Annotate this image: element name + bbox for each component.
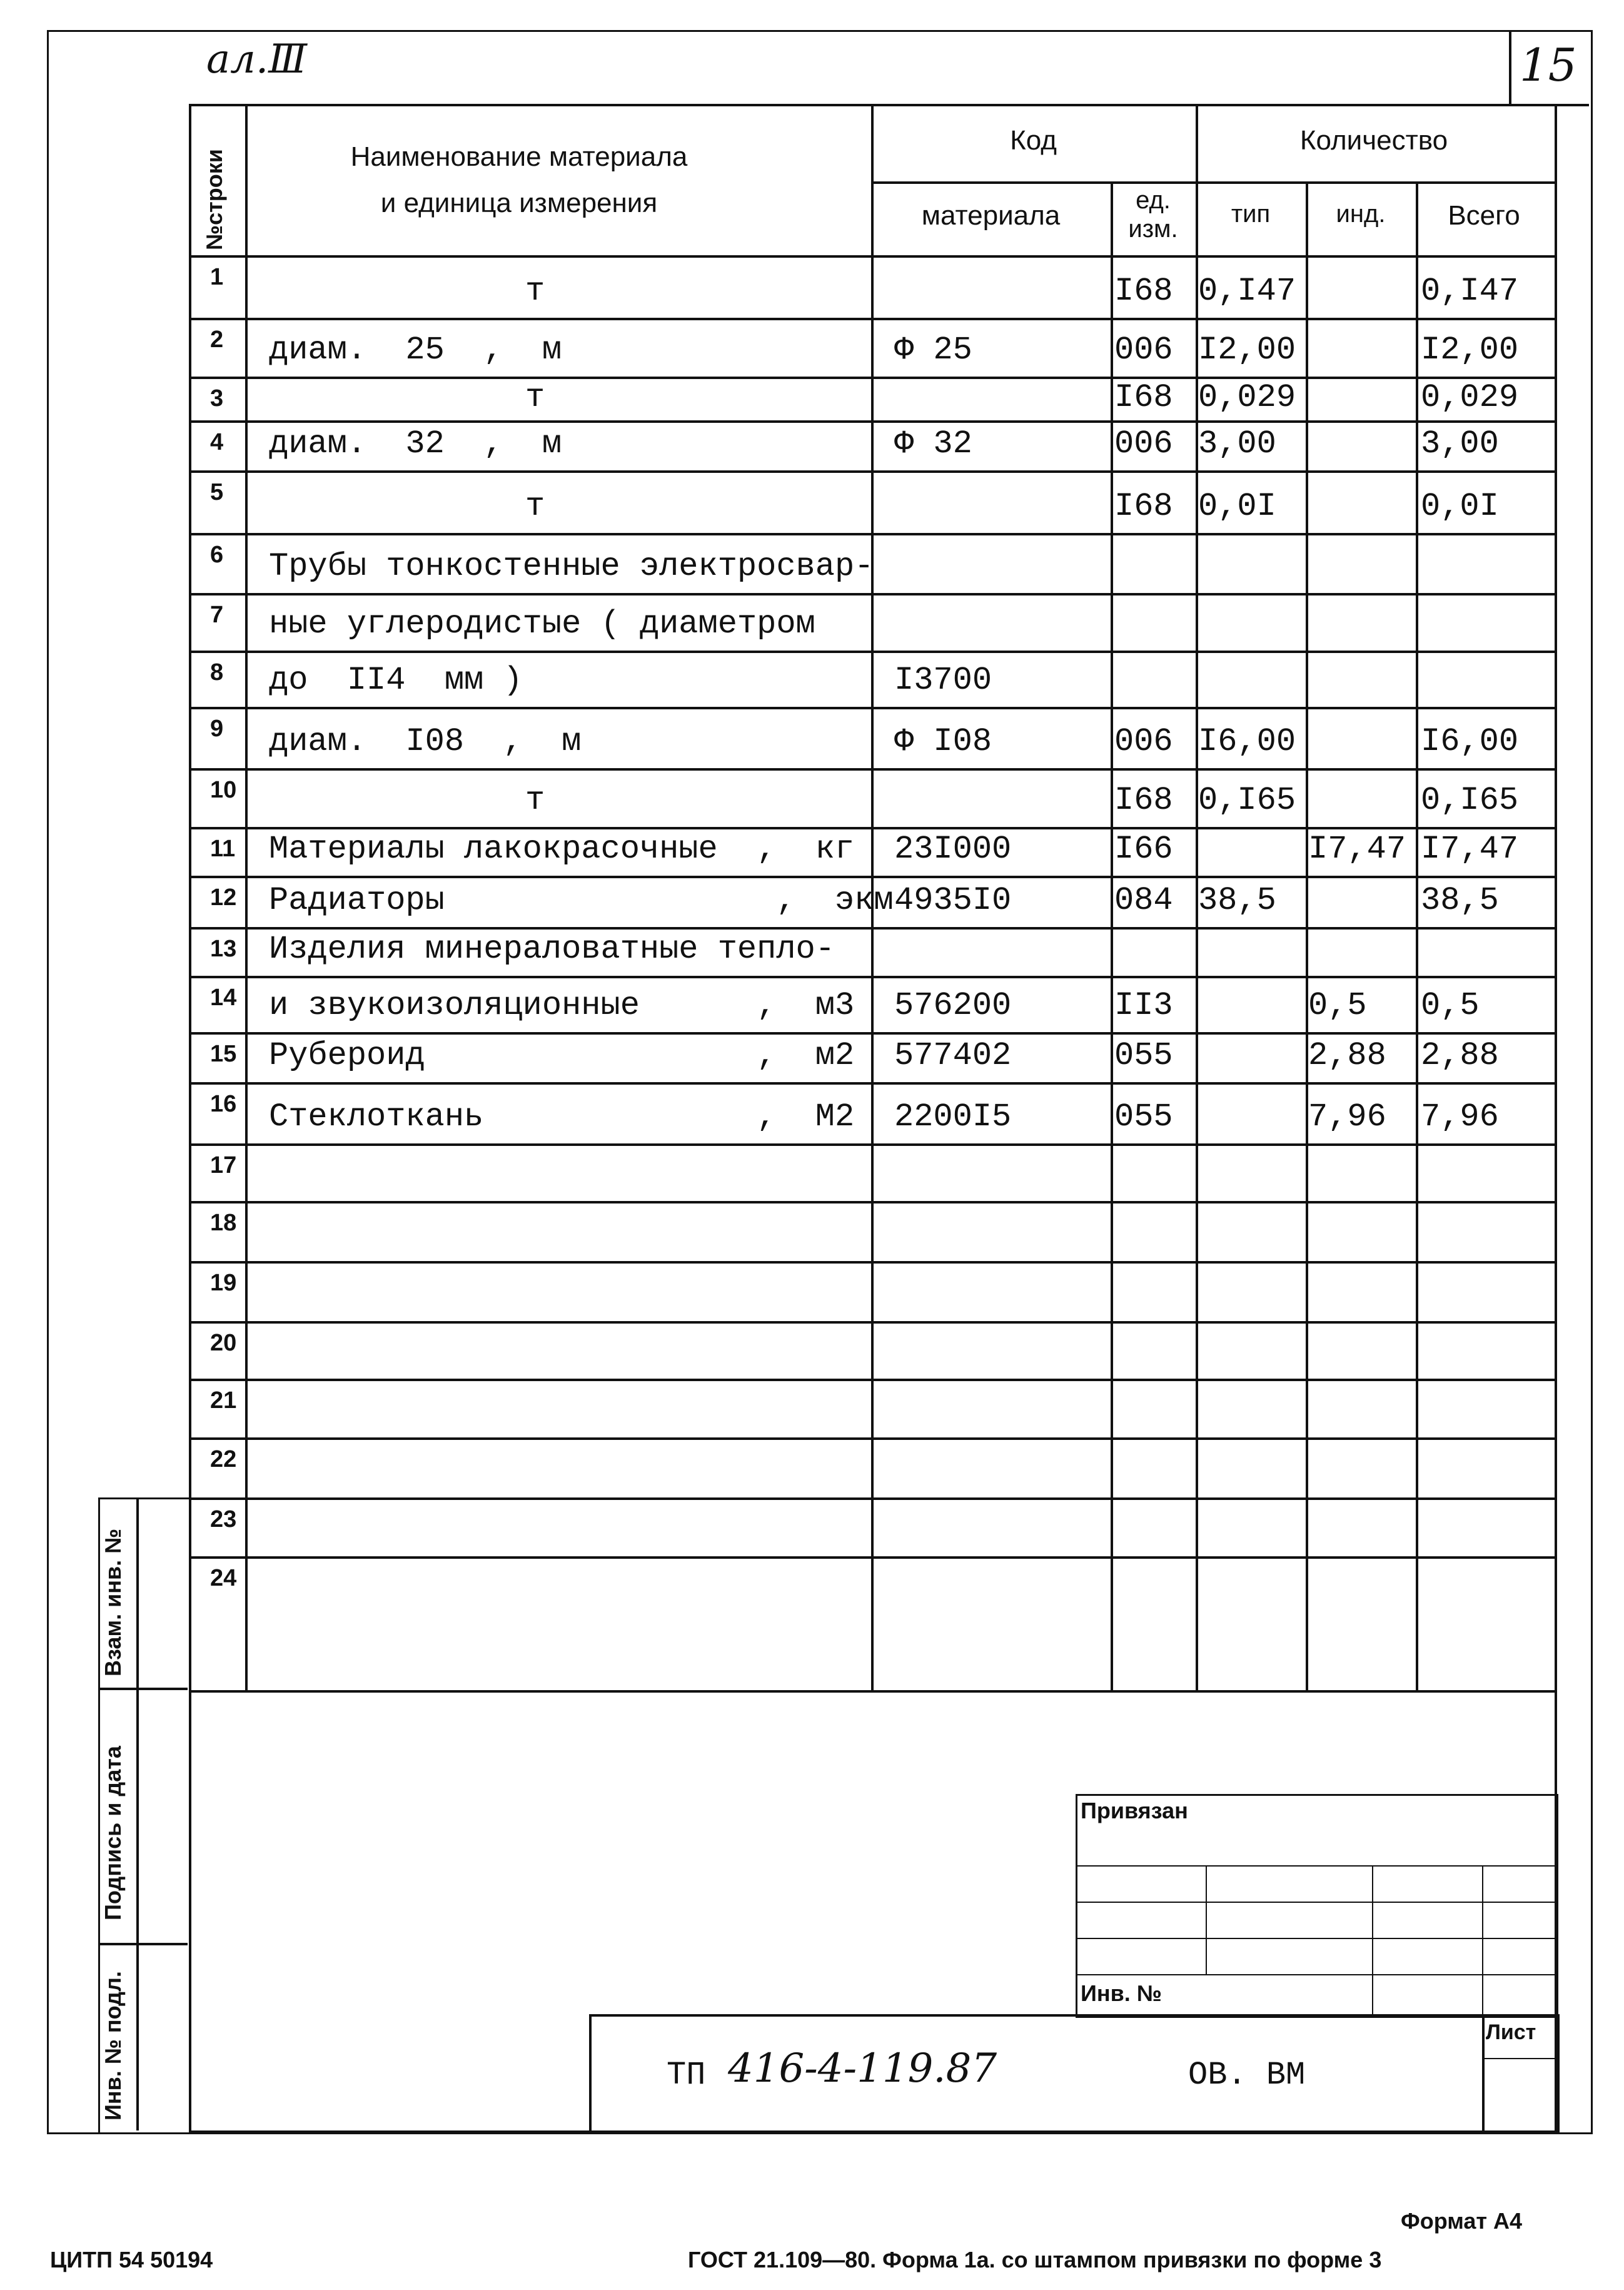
cell-total: I2,00	[1421, 332, 1519, 368]
privyazan-col-2	[1372, 1865, 1373, 2014]
header-code-material: материала	[921, 200, 1061, 231]
list-divider	[1482, 2014, 1485, 2130]
cell-mat: I3700	[894, 662, 992, 699]
side-line-1	[98, 1688, 188, 1690]
cell-mat: 4935I0	[894, 882, 1012, 919]
page-number-divider	[1509, 30, 1511, 104]
table-row	[0, 470, 1624, 533]
cell-mat: 2200I5	[894, 1098, 1012, 1135]
cell-unit: I68	[1114, 273, 1173, 310]
table-row	[0, 1497, 1624, 1556]
table-row	[0, 1143, 1624, 1201]
cell-unit: 006	[1114, 723, 1173, 760]
table-row	[0, 1321, 1624, 1379]
cell-ind: 0,5	[1308, 987, 1367, 1024]
cell-mat: 577402	[894, 1037, 1012, 1074]
cell-total: 0,I65	[1421, 782, 1519, 819]
table-row	[0, 1379, 1624, 1437]
cell-total: 0,029	[1421, 379, 1519, 416]
footer-gost: ГОСТ 21.109—80. Форма 1а. со штампом привязки по форме 3	[688, 2247, 1382, 2272]
cell-tip: 0,0I	[1198, 488, 1276, 525]
cell-total: 38,5	[1421, 882, 1499, 919]
cell-tip: 38,5	[1198, 882, 1276, 919]
row-number: 19	[210, 1270, 237, 1296]
header-name-line2: и единица измерения	[380, 188, 658, 218]
cell-tip: 0,029	[1198, 379, 1296, 416]
table-row	[0, 651, 1624, 707]
side-line-2	[98, 1943, 188, 1945]
list-label: Лист	[1486, 2020, 1536, 2044]
cell-tip: 0,I65	[1198, 782, 1296, 819]
row-number: 20	[210, 1330, 237, 1356]
row-number: 9	[210, 716, 224, 742]
cell-unit: I68	[1114, 488, 1173, 525]
row-number: 23	[210, 1506, 237, 1533]
privyazan-col-1	[1206, 1865, 1207, 1974]
cell-unit: I66	[1114, 831, 1173, 868]
table-row	[0, 1556, 1624, 1615]
table-row	[0, 1261, 1624, 1321]
cell-tip: 3,00	[1198, 425, 1276, 462]
table-row	[0, 533, 1624, 593]
list-underline	[1482, 2058, 1555, 2059]
table-row	[0, 827, 1624, 876]
cell-unit: 055	[1114, 1098, 1173, 1135]
cell-name: т	[525, 273, 545, 310]
header-qty-ind: инд.	[1336, 200, 1386, 228]
row-number: 14	[210, 985, 237, 1011]
row-number: 3	[210, 385, 224, 412]
cell-total: 0,5	[1421, 987, 1480, 1024]
footer-left: ЦИТП 54 50194	[50, 2247, 213, 2272]
table-row	[0, 927, 1624, 976]
side-label-inv-podl: Инв. № подл.	[100, 1971, 126, 2120]
cell-name: Изделия минераловатные тепло-	[269, 931, 835, 968]
cell-total: 0,I47	[1421, 273, 1519, 310]
cell-total: 3,00	[1421, 425, 1499, 462]
table-row	[0, 1032, 1624, 1082]
row-number: 2	[210, 327, 224, 353]
cell-tip: 0,I47	[1198, 273, 1296, 310]
cell-name: т	[525, 379, 545, 416]
cell-name: т	[525, 782, 545, 819]
row-number: 22	[210, 1446, 237, 1472]
row-number: 8	[210, 659, 224, 686]
row-number: 13	[210, 936, 237, 962]
row-number: 1	[210, 264, 224, 290]
row-number: 5	[210, 479, 224, 505]
row-number: 6	[210, 542, 224, 568]
cell-mat: 23I000	[894, 831, 1012, 868]
cell-unit: 006	[1114, 332, 1173, 368]
header-code: Код	[1010, 125, 1057, 156]
cell-name: диам. 32 , м	[269, 425, 562, 462]
header-row-no: №строки	[201, 149, 227, 250]
cell-name: Материалы лакокрасочные , кг	[269, 831, 855, 868]
cell-unit: I68	[1114, 379, 1173, 416]
row-number: 24	[210, 1565, 237, 1591]
table-row	[0, 1082, 1624, 1143]
privyazan-col-3	[1482, 1865, 1483, 2014]
header-code-unit-l2: изм.	[1128, 215, 1178, 243]
table-row	[0, 377, 1624, 420]
row-number: 12	[210, 884, 237, 911]
cell-ind: 7,96	[1308, 1098, 1386, 1135]
header-qty-total: Всего	[1448, 200, 1520, 231]
row-number: 10	[210, 777, 237, 803]
doc-prefix: ТП	[667, 2057, 706, 2094]
cell-name: т	[525, 488, 545, 525]
table-row	[0, 318, 1624, 377]
header-subline	[871, 181, 1555, 184]
cell-tip: I2,00	[1198, 332, 1296, 368]
cell-mat: Ф I08	[894, 723, 992, 760]
privyazan-label: Привязан	[1081, 1798, 1188, 1823]
side-label-vzam: Взам. инв. №	[100, 1528, 126, 1676]
row-number: 17	[210, 1152, 237, 1178]
header-quantity: Количество	[1299, 125, 1448, 156]
cell-name: Трубы тонкостенные электросвар-	[269, 548, 874, 585]
side-label-podpis: Подпись и дата	[100, 1746, 126, 1920]
table-row	[0, 1437, 1624, 1497]
row-number: 4	[210, 429, 224, 455]
cell-total: I7,47	[1421, 831, 1519, 868]
cell-name: диам. I08 , м	[269, 723, 582, 760]
table-row	[0, 876, 1624, 927]
cell-name: и звукоизоляционные , м3	[269, 987, 855, 1024]
cell-ind: I7,47	[1308, 831, 1406, 868]
row-number: 7	[210, 602, 224, 628]
cell-name: диам. 25 , м	[269, 332, 562, 368]
side-strip-divider	[136, 1497, 139, 2130]
cell-mat: Ф 25	[894, 332, 972, 368]
cell-name: Стеклоткань , М2	[269, 1098, 855, 1135]
footer-format: Формат А4	[1401, 2208, 1523, 2234]
row-number: 18	[210, 1210, 237, 1236]
cell-unit: 084	[1114, 882, 1173, 919]
cell-unit: 055	[1114, 1037, 1173, 1074]
doc-code: 416-4-119.87	[728, 2045, 997, 2092]
header-name-line1: Наименование материала	[350, 141, 688, 172]
cell-total: 7,96	[1421, 1098, 1499, 1135]
page-number: 15	[1520, 39, 1577, 91]
header-code-unit-l1: ед.	[1136, 186, 1171, 214]
table-row	[0, 593, 1624, 651]
cell-ind: 2,88	[1308, 1037, 1386, 1074]
inv-no-label: Инв. №	[1081, 1980, 1162, 2006]
cell-name: до II4 мм )	[269, 662, 523, 699]
cell-mat: 576200	[894, 987, 1012, 1024]
table-row	[0, 976, 1624, 1032]
cell-name: ные углеродистые ( диаметром	[269, 605, 815, 642]
table-row	[0, 707, 1624, 768]
sheet-mark: ал.Ⅲ	[206, 36, 307, 83]
table-row	[0, 1201, 1624, 1261]
row-number: 15	[210, 1041, 237, 1067]
table-row	[0, 255, 1624, 318]
table-row	[0, 768, 1624, 827]
row-number: 11	[210, 836, 236, 862]
cell-unit: 006	[1114, 425, 1173, 462]
header-qty-type: тип	[1231, 200, 1271, 228]
cell-unit: II3	[1114, 987, 1173, 1024]
cell-mat: Ф 32	[894, 425, 972, 462]
cell-total: 2,88	[1421, 1037, 1499, 1074]
cell-unit: I68	[1114, 782, 1173, 819]
cell-total: 0,0I	[1421, 488, 1499, 525]
doc-suffix: ОВ. ВМ	[1188, 2057, 1306, 2094]
table-row	[0, 420, 1624, 470]
cell-tip: I6,00	[1198, 723, 1296, 760]
cell-name: Радиаторы , экм	[269, 882, 894, 919]
row-number: 21	[210, 1387, 237, 1414]
cell-name: Рубероид , м2	[269, 1037, 855, 1074]
cell-total: I6,00	[1421, 723, 1519, 760]
row-number: 16	[210, 1091, 237, 1117]
